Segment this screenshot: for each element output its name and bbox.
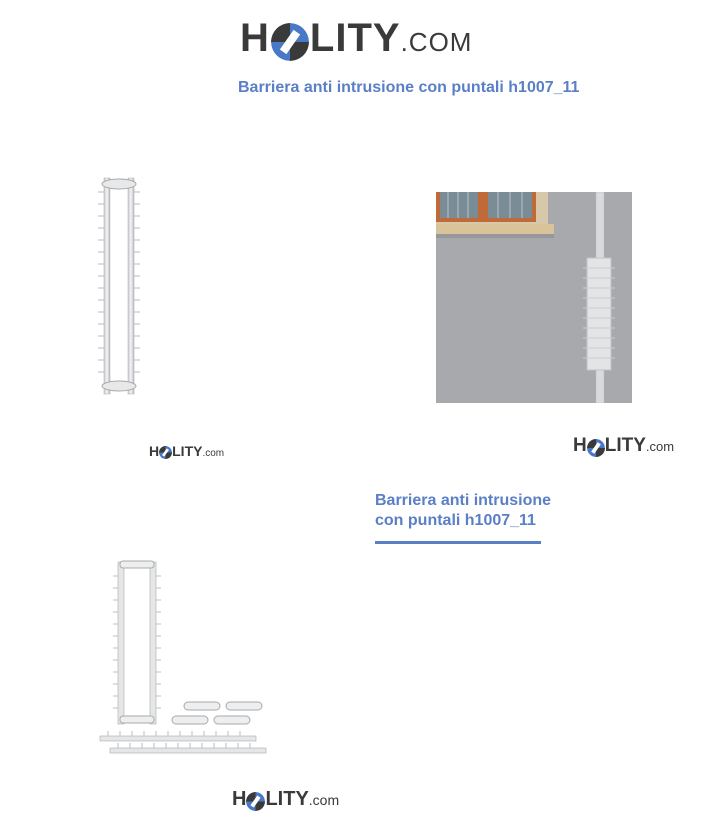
title-underline xyxy=(375,541,541,544)
product-title xyxy=(375,491,575,531)
page-title: Barriera anti intrusione con puntali h1007_11 xyxy=(238,79,580,96)
logo-small-1 xyxy=(149,443,224,459)
logo-suffix: .com xyxy=(202,448,225,459)
installation-photo xyxy=(436,192,632,403)
logo-letters-lity: LITY xyxy=(604,435,646,456)
logo-letter-h: H xyxy=(573,435,587,456)
barrier-product-image xyxy=(95,172,145,400)
logo-suffix: .com xyxy=(308,792,340,808)
product-title-line-1: Barriera anti intrusione xyxy=(375,492,552,509)
main-logo xyxy=(240,16,472,61)
logo-letter-h: H xyxy=(232,788,247,810)
logo-small-2 xyxy=(573,435,674,457)
logo-letters-lity: LITY xyxy=(172,443,203,459)
barrier-components-image xyxy=(98,558,270,758)
logo-letters-lity: LITY xyxy=(309,16,401,60)
product-title-line-2: con puntali h1007_11 xyxy=(375,512,536,529)
logo-suffix: .com xyxy=(645,439,675,454)
logo-o-icon xyxy=(246,792,265,811)
logo-letter-h: H xyxy=(149,443,160,459)
logo-o-icon xyxy=(587,439,605,457)
logo-suffix: .COM xyxy=(400,27,473,57)
logo-o-icon xyxy=(159,446,172,459)
logo-letter-h: H xyxy=(240,16,270,60)
logo-small-3 xyxy=(232,788,339,811)
logo-letters-lity: LITY xyxy=(265,788,309,810)
logo-o-icon xyxy=(271,23,309,61)
